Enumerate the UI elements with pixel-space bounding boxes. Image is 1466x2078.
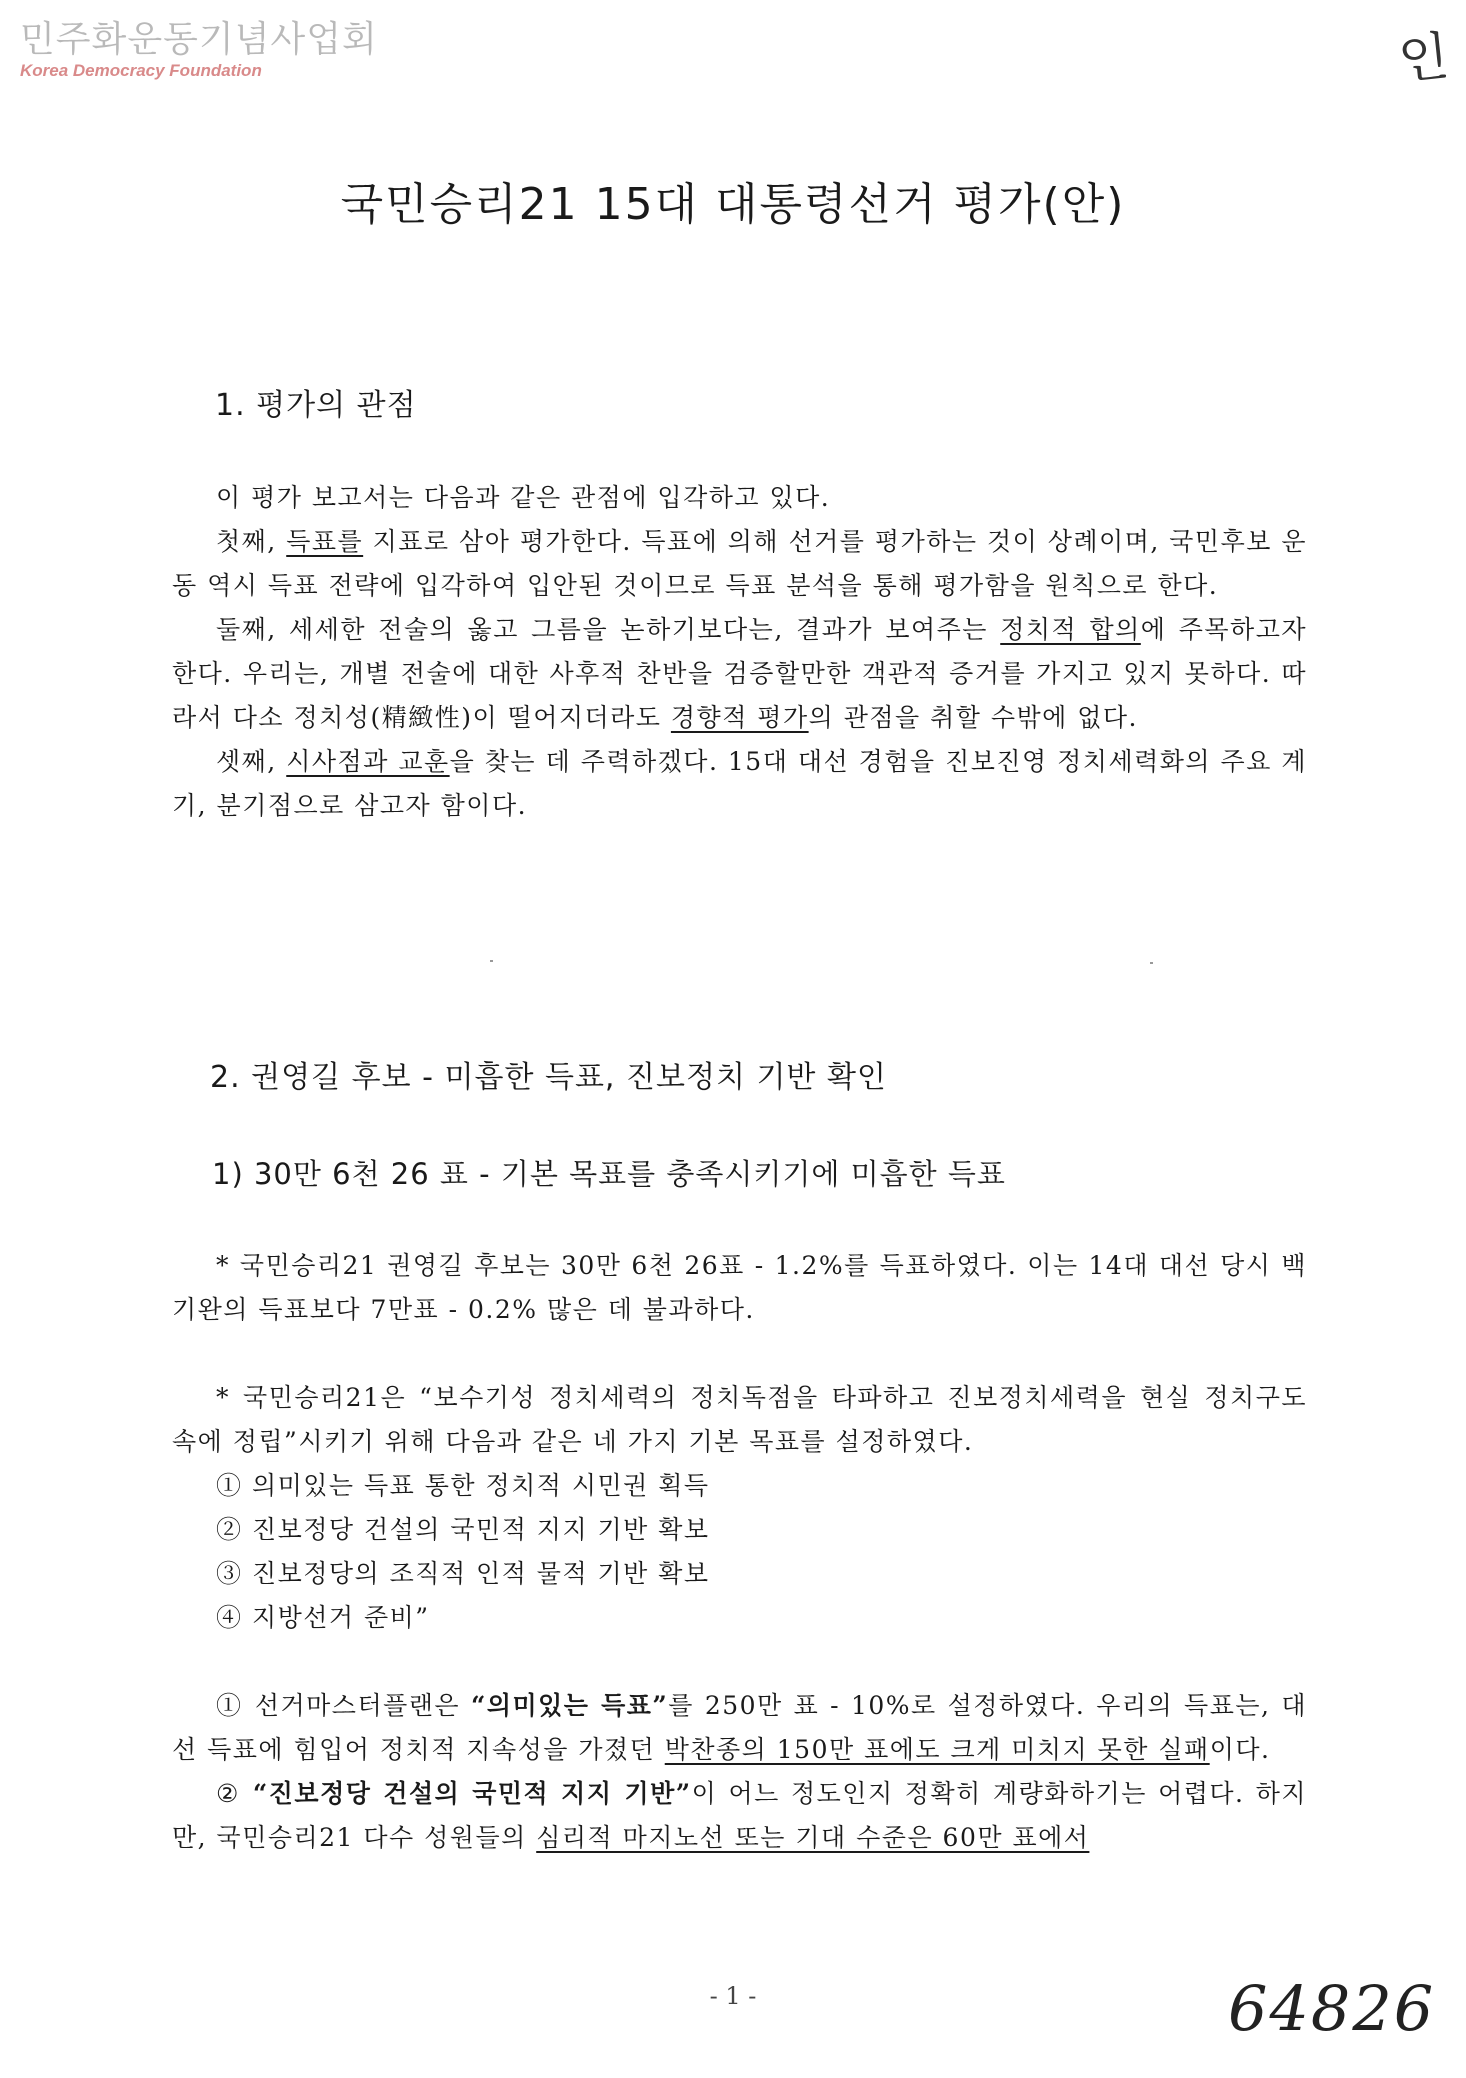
handwritten-corner-mark: 인	[1395, 26, 1452, 92]
page-number: - 1 -	[709, 1982, 757, 2010]
section1-point1: 첫째, 득표를 지표로 삼아 평가한다. 득표에 의해 선거를 평가하는 것이 상례이며, 국민후보 운동 역시 득표 전략에 입각하여 입안된 것이므로 득표 분석을 통해 평가함을 원칙으로 한다.	[172, 527, 1307, 600]
section1-point3: 셋째, 시사점과 교훈을 찾는 데 주력하겠다. 15대 대선 경험을 진보진영 정치세력화의 주요 계기, 분기점으로 삼고자 함이다.	[172, 747, 1307, 820]
goal-item-2: ② 진보정당 건설의 국민적 지지 기반 확보	[216, 1515, 710, 1544]
section1-point2: 둘째, 세세한 전술의 옳고 그름을 논하기보다는, 결과가 보여주는 정치적 합의에 주목하고자 한다. 우리는, 개별 전술에 대한 사후적 찬반을 검증할만한 객관적 증거를 가지고 있지 못하다. 따라서 다소 정치성(精緻性)이 떨어지더라도 경향적 평가의 관점을 취할 수밖에 없다.	[172, 615, 1308, 732]
section2-body	[172, 1244, 1307, 1860]
logo-korean-text: 민주화운동기념사업회	[20, 19, 378, 60]
section2-bullet1: * 국민승리21 권영길 후보는 30만 6천 26표 - 1.2%를 득표하였다. 이는 14대 대선 당시 백기완의 득표보다 7만표 - 0.2% 많은 데 불과하다.	[172, 1251, 1307, 1324]
scan-speck	[1150, 962, 1153, 964]
section2-paragraph-b: ② “진보정당 건설의 국민적 지지 기반”이 어느 정도인지 정확히 계량화하기는 어렵다. 하지만, 국민승리21 다수 성원들의 심리적 마지노선 또는 기대 수준은 60만 표에서	[172, 1779, 1307, 1852]
watermark-logo	[20, 20, 378, 82]
scan-speck	[490, 960, 493, 962]
document-title: 국민승리21 15대 대통령선거 평가(안)	[340, 179, 1126, 230]
section1-intro: 이 평가 보고서는 다음과 같은 관점에 입각하고 있다.	[216, 483, 831, 512]
goal-item-4: ④ 지방선거 준비”	[216, 1603, 430, 1632]
handwritten-document-number: 64826	[1228, 1972, 1436, 2045]
section2-bullet2: * 국민승리21은 “보수기성 정치세력의 정치독점을 타파하고 진보정치세력을 현실 정치구도 속에 정립”시키기 위해 다음과 같은 네 가지 기본 목표를 설정하였다.	[172, 1383, 1307, 1456]
section2-heading: 2. 권영길 후보 - 미흡한 득표, 진보정치 기반 확인	[210, 1060, 887, 1095]
goal-item-1: ① 의미있는 득표 통한 정치적 시민권 획득	[216, 1471, 710, 1500]
logo-english-text: Korea Democracy Foundation	[20, 61, 262, 80]
section2-subheading: 1) 30만 6천 26 표 - 기본 목표를 충족시키기에 미흡한 득표	[212, 1157, 1006, 1191]
section2-paragraph-a: ① 선거마스터플랜은 “의미있는 득표”를 250만 표 - 10%로 설정하였다. 우리의 득표는, 대선 득표에 힘입어 정치적 지속성을 가졌던 박찬종의 150만 표에도 크게 미치지 못한 실패이다.	[172, 1691, 1307, 1764]
section1-body	[172, 476, 1307, 828]
goal-item-3: ③ 진보정당의 조직적 인적 물적 기반 확보	[216, 1559, 710, 1588]
section1-heading: 1. 평가의 관점	[215, 388, 417, 423]
